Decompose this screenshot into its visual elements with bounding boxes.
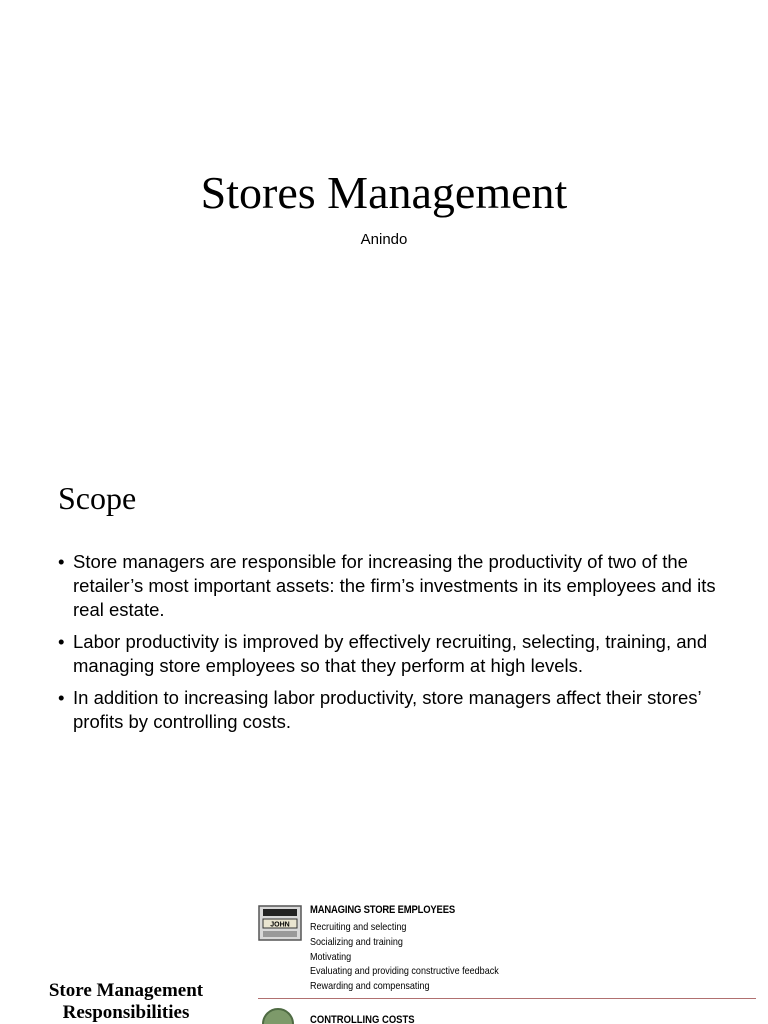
section-heading: CONTROLLING COSTS <box>310 1014 415 1024</box>
bullet-text: Labor productivity is improved by effectively recruiting, selecting, training, and managing store employees so that they perform at high levels. <box>73 631 708 676</box>
name-tag-label: JOHN <box>270 921 290 929</box>
bullet-icon: • <box>58 687 65 708</box>
slide-title: Scope <box>58 480 137 516</box>
name-tag-icon <box>258 905 302 941</box>
slide-title: Stores Management <box>200 167 568 218</box>
money-icon <box>262 1008 294 1024</box>
bullet-text: In addition to increasing labor productivity, store managers affect their stores’ profits by controlling costs. <box>73 687 701 732</box>
list-item: Motivating <box>310 950 352 963</box>
responsibilities-slide <box>0 880 768 1024</box>
scope-slide <box>0 440 768 872</box>
list-item: Rewarding and compensating <box>310 980 430 993</box>
bullet-text: Store managers are responsible for increasing the productivity of two of the retailer’s most important assets: the firm’s investments in its employees and its real estate. <box>73 551 716 620</box>
slide-title: Store Management Responsibilities <box>48 980 204 1023</box>
bullet-icon: • <box>58 551 65 572</box>
section-divider <box>258 998 756 999</box>
section-heading: MANAGING STORE EMPLOYEES <box>310 904 455 916</box>
list-item: Recruiting and selecting <box>310 921 407 933</box>
bullet-list <box>58 550 718 742</box>
bullet-item <box>58 630 718 678</box>
bullet-icon: • <box>58 631 65 652</box>
bullet-item <box>58 550 718 622</box>
bullet-item <box>58 686 718 734</box>
section-item-list <box>310 920 529 994</box>
list-item: Evaluating and providing constructive feedback <box>310 965 499 978</box>
title-slide <box>0 0 768 432</box>
list-item: Socializing and training <box>310 935 403 948</box>
slide-subtitle: Anindo <box>360 231 408 248</box>
